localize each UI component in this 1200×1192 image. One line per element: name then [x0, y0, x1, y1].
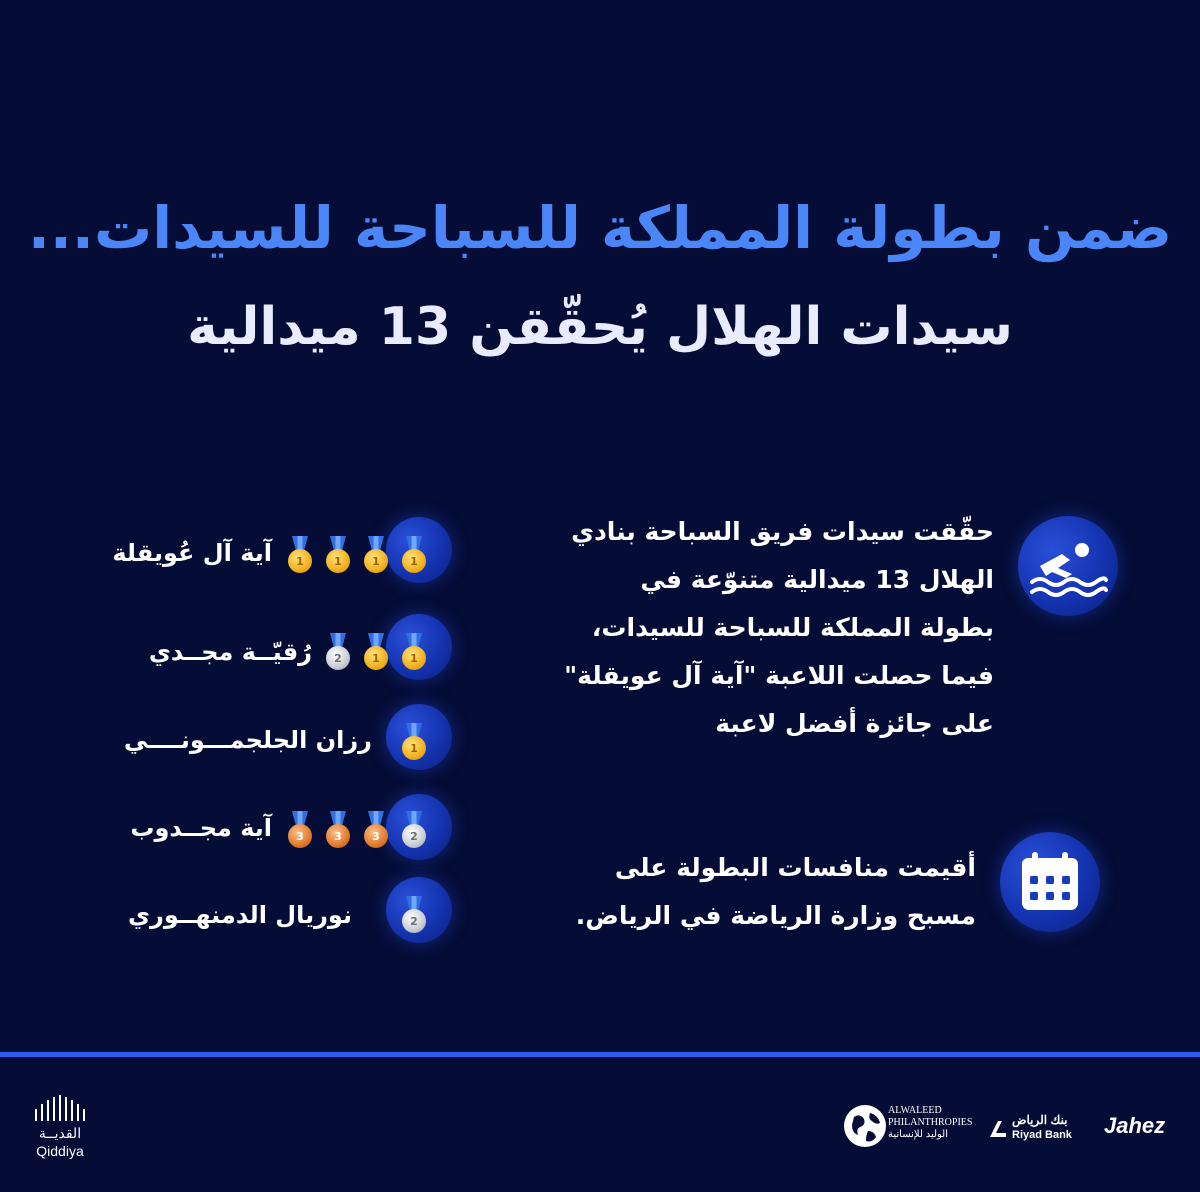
- qiddiya-arabic: القديــة: [38, 1125, 82, 1141]
- gold-medal-icon: [286, 536, 314, 576]
- medal-disc: 3: [326, 824, 350, 848]
- medal-row: [286, 536, 428, 576]
- gold-medal-icon: [362, 633, 390, 673]
- info-line: مسبح وزارة الرياضة في الرياض.: [575, 901, 976, 930]
- silver-medal-icon: [400, 811, 428, 851]
- medal-disc: 3: [288, 824, 312, 848]
- medal-disc: 2: [402, 909, 426, 933]
- gold-medal-icon: [362, 536, 390, 576]
- medal-disc: 1: [326, 549, 350, 573]
- medal-disc: 1: [402, 736, 426, 760]
- medal-disc: 1: [364, 646, 388, 670]
- alwaleed-line-2: PHILANTHROPIES: [888, 1117, 973, 1128]
- medal-disc: 1: [288, 549, 312, 573]
- swimmer-icon: [1018, 516, 1118, 616]
- info-line: على جائزة أفضل لاعبة: [715, 709, 994, 738]
- bronze-medal-icon: [324, 811, 352, 851]
- medal-disc: 1: [402, 646, 426, 670]
- calendar-icon: [1000, 832, 1100, 932]
- medal-disc: 2: [326, 646, 350, 670]
- bronze-medal-icon: [362, 811, 390, 851]
- riyad-bank-arabic: بنك الرياض: [1012, 1113, 1068, 1127]
- calendar-icon-badge: [1000, 832, 1100, 932]
- globe-icon: [842, 1103, 888, 1149]
- qiddiya-mark-icon: [30, 1093, 90, 1123]
- medal-disc: 2: [402, 824, 426, 848]
- medal-disc: 1: [364, 549, 388, 573]
- alwaleed-line-1: ALWALEED: [888, 1105, 942, 1116]
- medal-row: [400, 896, 428, 936]
- qiddiya-logo: [28, 1093, 92, 1163]
- headline-line-2: سيدات الهلال يُحقّقن 13 ميدالية: [187, 297, 1013, 357]
- athlete-name: رزان الجلجمـــونــــي: [123, 726, 372, 754]
- athlete-name: رُقيّــة مجــدي: [148, 638, 312, 666]
- info-line: الهلال 13 ميدالية متنوّعة في: [640, 565, 994, 594]
- qiddiya-english: Qiddiya: [36, 1143, 84, 1159]
- riyad-bank-logo: [988, 1111, 1088, 1147]
- gold-medal-icon: [324, 536, 352, 576]
- silver-medal-icon: [324, 633, 352, 673]
- medal-disc: 1: [402, 549, 426, 573]
- medal-row: [324, 633, 428, 673]
- gold-medal-icon: [400, 536, 428, 576]
- bronze-medal-icon: [286, 811, 314, 851]
- gold-medal-icon: [400, 723, 428, 763]
- silver-medal-icon: [400, 896, 428, 936]
- info-paragraph-2: [520, 844, 976, 940]
- alwaleed-logo: [842, 1101, 972, 1151]
- athlete-name: نوريال الدمنهــوري: [128, 901, 352, 929]
- medal-disc: 3: [364, 824, 388, 848]
- info-line: فيما حصلت اللاعبة "آية آل عويقلة": [564, 661, 994, 690]
- info-line: أقيمت منافسات البطولة على: [614, 853, 976, 882]
- athlete-name: آية آل عُويقلة: [112, 539, 272, 567]
- info-paragraph-1: [520, 508, 994, 748]
- medal-row: [400, 723, 428, 763]
- alwaleed-arabic: الوليد للإنسانية: [888, 1129, 949, 1140]
- athlete-name: آية مجــدوب: [130, 814, 272, 842]
- headline-line-1: ضمن بطولة المملكة للسباحة للسيدات...: [27, 194, 1173, 262]
- footer: [0, 1057, 1200, 1192]
- swimmer-icon-badge: [1018, 516, 1118, 616]
- jahez-logo: Jahez: [1104, 1113, 1166, 1138]
- gold-medal-icon: [400, 633, 428, 673]
- riyad-bank-mark-icon: [988, 1119, 1008, 1139]
- riyad-bank-english: Riyad Bank: [1012, 1129, 1072, 1141]
- info-line: بطولة المملكة للسباحة للسيدات،: [591, 613, 994, 642]
- medal-row: [286, 811, 428, 851]
- info-line: حقّقت سيدات فريق السباحة بنادي: [571, 517, 994, 546]
